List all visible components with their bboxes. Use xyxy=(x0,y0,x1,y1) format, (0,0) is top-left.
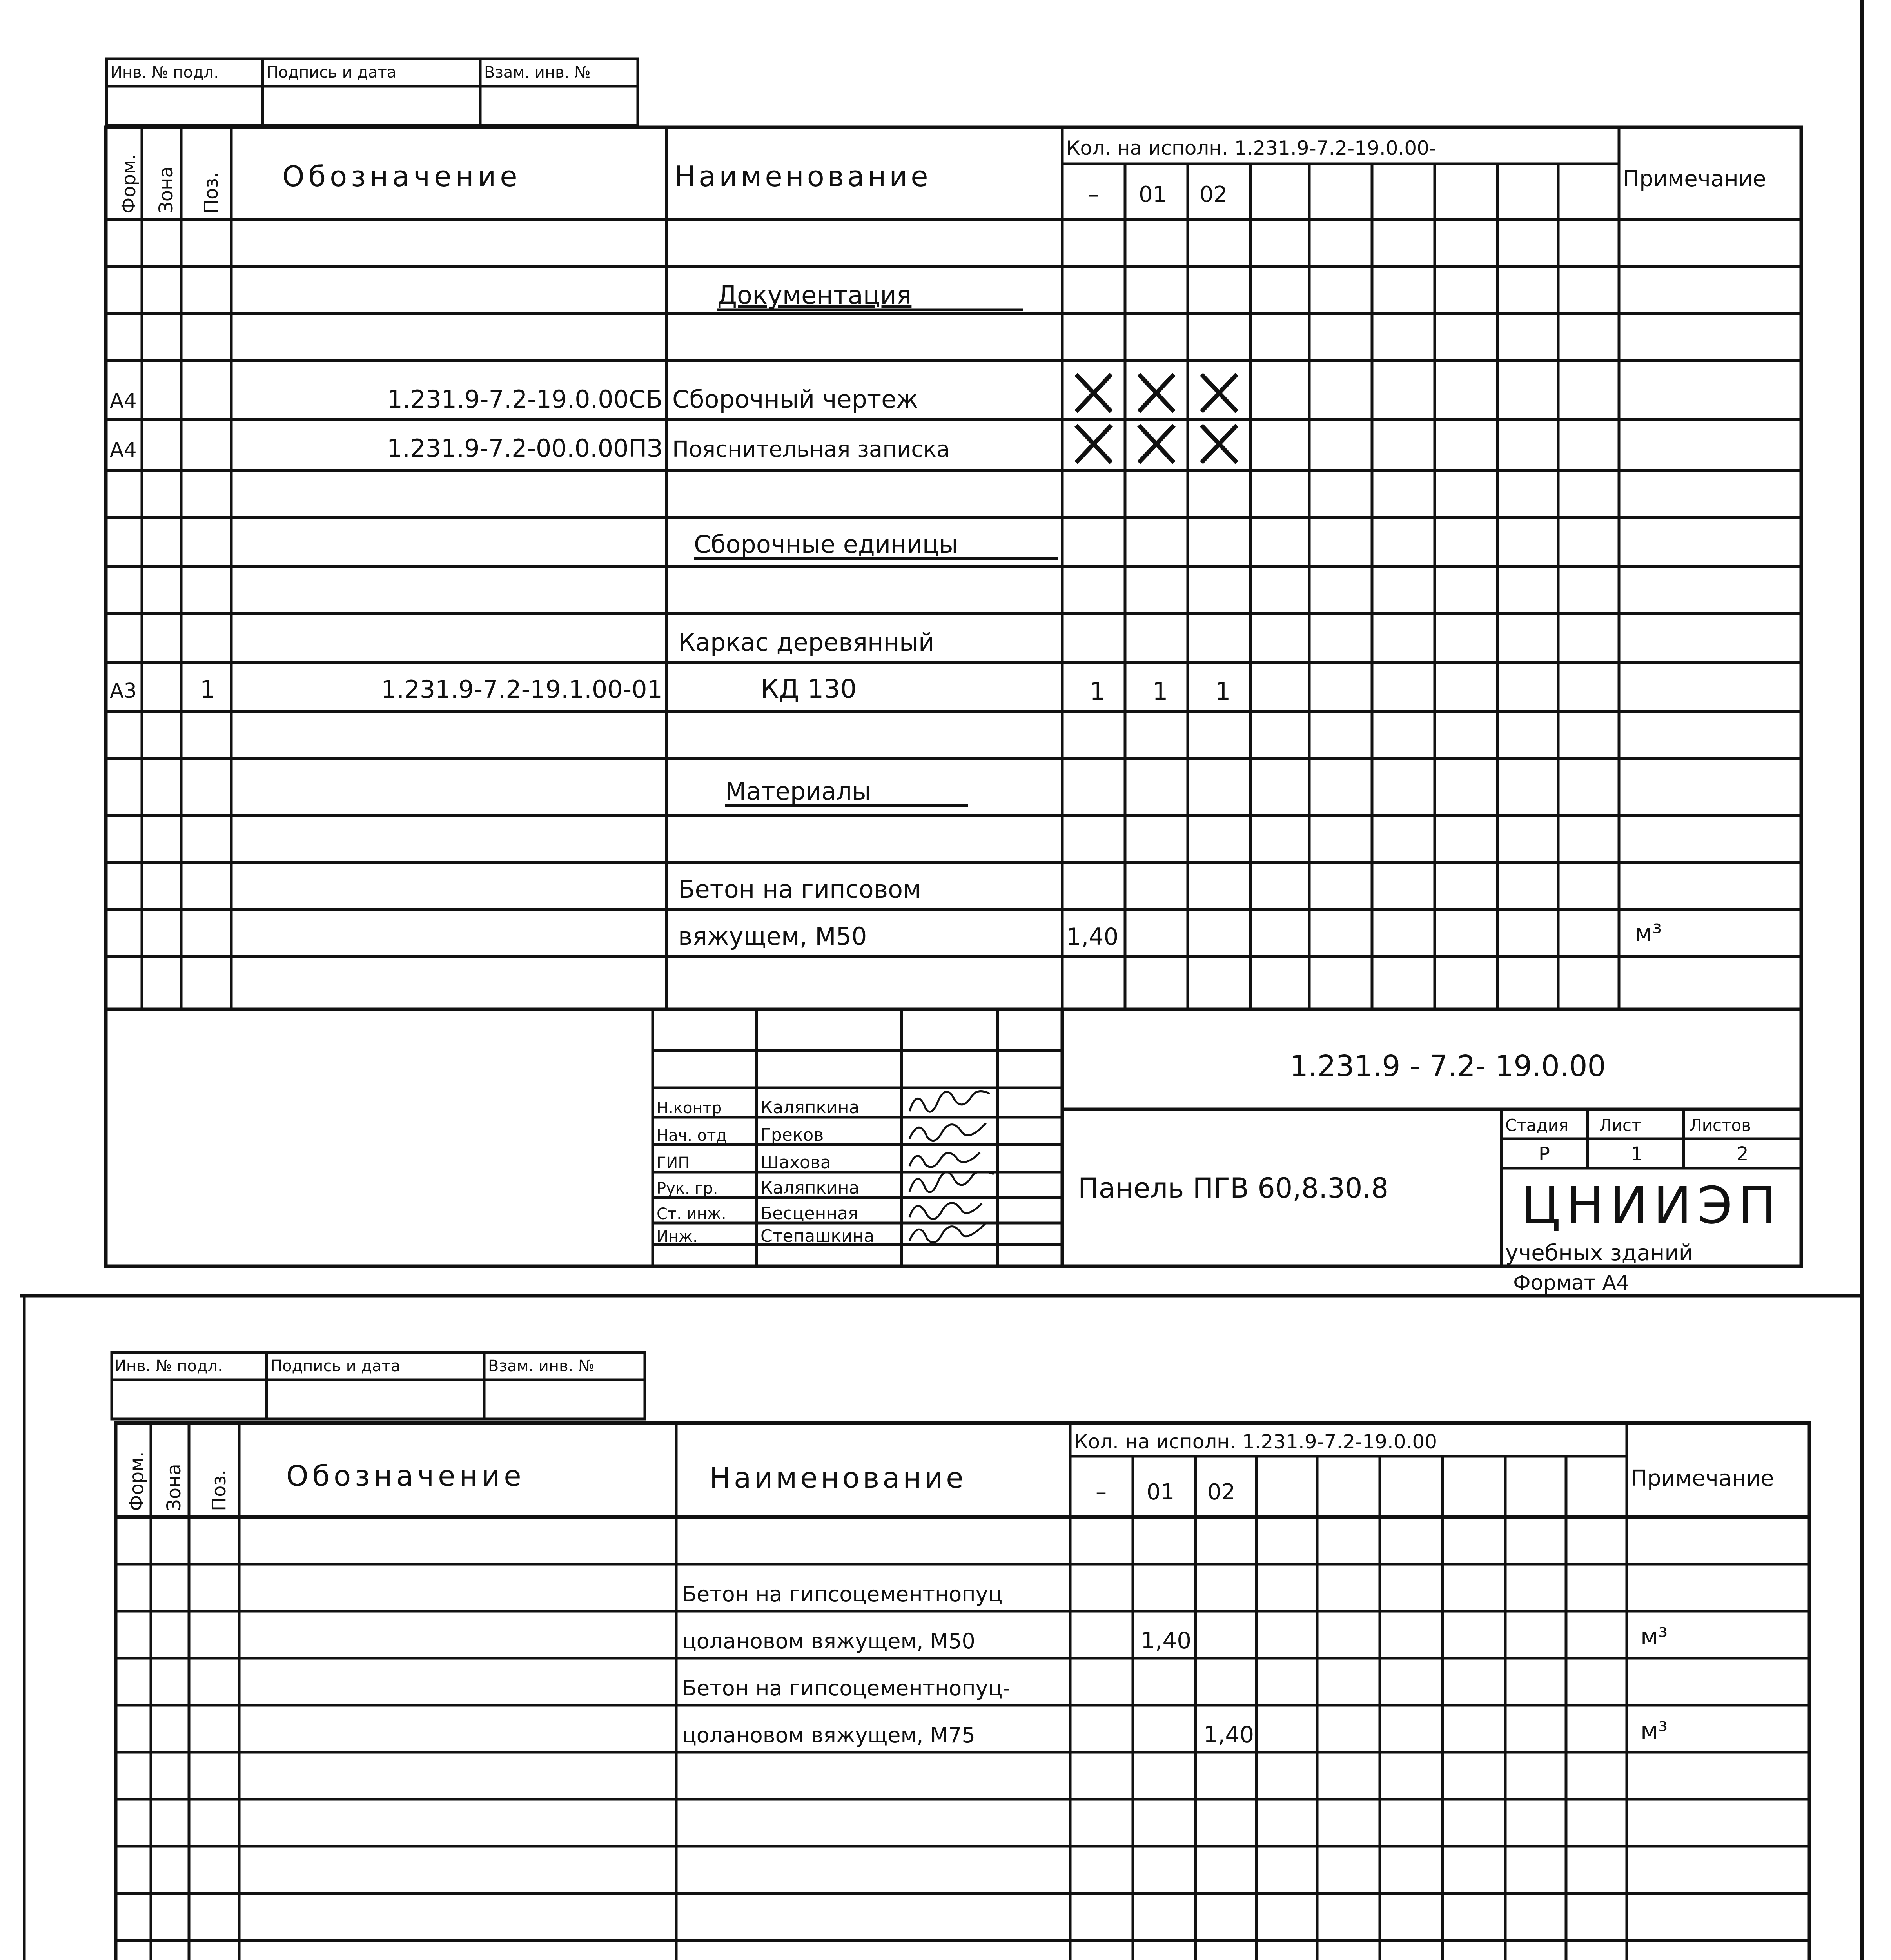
row6-qty-01: 1 xyxy=(1152,677,1168,706)
role-2: ГИП xyxy=(657,1154,690,1172)
name-3: Каляпкина xyxy=(760,1178,860,1198)
format-label-1: Формат А4 xyxy=(1513,1271,1630,1295)
role-3: Рук. гр. xyxy=(657,1180,718,1198)
section-dokumentatsiya: Документация xyxy=(717,281,912,310)
header-kol-na-ispoln: Кол. на исполн. 1.231.9-7.2-19.0.00- xyxy=(1066,137,1437,160)
header-form: Форм. xyxy=(118,154,140,214)
row3-naimenovanie: Пояснительная записка xyxy=(672,437,950,462)
sheet-2 xyxy=(112,1352,1809,1960)
row6-form: А3 xyxy=(110,679,137,703)
stamp-strip-1 xyxy=(107,59,638,125)
header-variant-base: – xyxy=(1088,182,1099,207)
header-oboznachenie-2: Обозначение xyxy=(286,1459,525,1492)
header-oboznachenie: Обозначение xyxy=(282,160,521,193)
s2-row2-note: м³ xyxy=(1641,1623,1668,1650)
s2-row2-qty-01: 1,40 xyxy=(1141,1627,1192,1654)
header-poz: Поз. xyxy=(200,172,222,214)
header-form-2: Форм. xyxy=(126,1451,148,1511)
row5-naimenovanie: Каркас деревянный xyxy=(678,628,935,657)
row8-naimenovanie: Бетон на гипсовом xyxy=(678,875,921,904)
role-4: Ст. инж. xyxy=(657,1205,726,1223)
row9-qty-base: 1,40 xyxy=(1066,923,1119,951)
row3-oboznachenie: 1.231.9-7.2-00.0.00ПЗ xyxy=(387,434,662,463)
signatures-1 xyxy=(909,1091,994,1243)
s2-row1-naimenovanie: Бетон на гипсоцементнопуц xyxy=(682,1582,1003,1606)
sheet-label: Лист xyxy=(1599,1116,1641,1135)
role-5: Инж. xyxy=(657,1228,698,1246)
header-variant-02-2: 02 xyxy=(1207,1479,1236,1505)
header-zona: Зона xyxy=(155,166,177,214)
row9-note: м³ xyxy=(1635,919,1662,947)
row6-naimenovanie: КД 130 xyxy=(760,674,857,704)
header-poz-2: Поз. xyxy=(208,1469,230,1511)
name-4: Бесценная xyxy=(760,1203,858,1223)
s2-row3-naimenovanie: Бетон на гипсоцементнопуц- xyxy=(682,1676,1010,1700)
row2-form: А4 xyxy=(110,389,137,413)
section-materialy: Материалы xyxy=(725,777,871,806)
row6-oboznachenie: 1.231.9-7.2-19.1.00-01 xyxy=(381,675,662,704)
row6-poz: 1 xyxy=(200,675,216,704)
s2-row4-note: м³ xyxy=(1641,1717,1668,1744)
sheets-label: Листов xyxy=(1690,1116,1751,1135)
header-variant-02: 02 xyxy=(1200,182,1228,207)
role-1: Нач. отд xyxy=(657,1127,727,1145)
org-sub: учебных зданий xyxy=(1505,1240,1693,1266)
s2-row4-naimenovanie: цолановом вяжущем, М75 xyxy=(682,1723,975,1748)
row3-qty-marks xyxy=(1076,425,1237,463)
stage-label: Стадия xyxy=(1505,1116,1569,1135)
header-naimenovanie: Наименование xyxy=(674,160,931,193)
product-name: Панель ПГВ 60,8.30.8 xyxy=(1078,1172,1389,1204)
podpis-data-label-2: Подпись и дата xyxy=(270,1357,401,1375)
name-5: Степашкина xyxy=(760,1226,875,1246)
name-0: Каляпкина xyxy=(760,1098,860,1118)
row2-naimenovanie: Сборочный чертеж xyxy=(672,385,918,414)
stamp-strip-2 xyxy=(112,1352,645,1419)
row3-form: А4 xyxy=(110,438,137,462)
header-variant-base-2: – xyxy=(1096,1479,1107,1505)
row6-qty-02: 1 xyxy=(1215,677,1231,706)
row2-oboznachenie: 1.231.9-7.2-19.0.00СБ xyxy=(387,385,662,414)
header-primechanie-2: Примечание xyxy=(1631,1466,1774,1491)
podpis-data-label: Подпись и дата xyxy=(267,64,397,82)
designation-1: 1.231.9 - 7.2- 19.0.00 xyxy=(1290,1049,1606,1083)
header-variant-01: 01 xyxy=(1139,182,1167,207)
s2-row4-qty-02: 1,40 xyxy=(1203,1721,1254,1748)
stage-value: Р xyxy=(1539,1143,1550,1165)
header-primechanie: Примечание xyxy=(1623,166,1766,192)
header-zona-2: Зона xyxy=(163,1464,185,1511)
vzam-inv-label: Взам. инв. № xyxy=(484,64,591,82)
section-sborochnye-edinitsy: Сборочные единицы xyxy=(694,530,958,559)
inv-podl-label: Инв. № подл. xyxy=(111,64,219,82)
org-name: ЦНИИЭП xyxy=(1521,1176,1782,1235)
role-0: Н.контр xyxy=(657,1099,722,1117)
header-variant-01-2: 01 xyxy=(1147,1479,1175,1505)
inv-podl-label-2: Инв. № подл. xyxy=(114,1357,223,1375)
row6-qty-base: 1 xyxy=(1090,677,1105,706)
name-1: Греков xyxy=(760,1125,824,1145)
sheet-value: 1 xyxy=(1631,1143,1643,1165)
sheets-value: 2 xyxy=(1737,1143,1749,1165)
header-kol-na-ispoln-2: Кол. на исполн. 1.231.9-7.2-19.0.00 xyxy=(1074,1430,1437,1453)
row2-qty-marks xyxy=(1076,374,1237,412)
vzam-inv-label-2: Взам. инв. № xyxy=(488,1357,595,1375)
sheet-1 xyxy=(106,59,1801,1295)
name-2: Шахова xyxy=(760,1152,831,1172)
title-block-1 xyxy=(653,1009,1801,1266)
header-naimenovanie-2: Наименование xyxy=(710,1461,967,1494)
s2-row2-naimenovanie: цолановом вяжущем, М50 xyxy=(682,1629,975,1653)
spec-table-2 xyxy=(116,1423,1809,1960)
row9-naimenovanie: вяжущем, М50 xyxy=(678,922,867,951)
spec-table-1 xyxy=(106,127,1801,1266)
